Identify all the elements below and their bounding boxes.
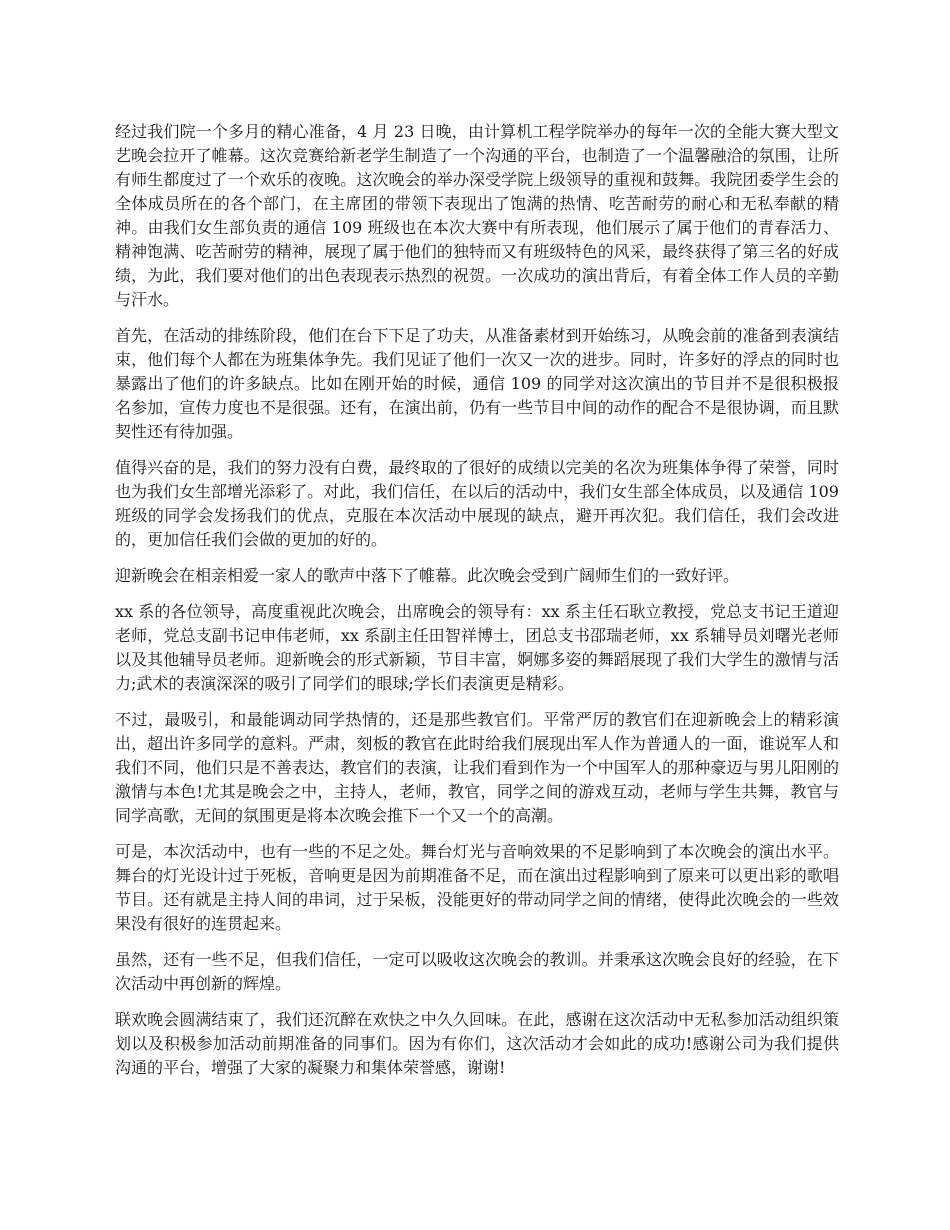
- paragraph-8: 虽然，还有一些不足，但我们信任，一定可以吸收这次晚会的教训。并秉承这次晚会良好的经验，在下次活动中再创新的辉煌。: [115, 950, 839, 993]
- paragraph-5: xx 系的各位领导，高度重视此次晚会，出席晚会的领导有：xx 系主任石耿立教授，党总支书记王道迎老师，党总支副书记申伟老师，xx 系副主任田智祥博士，团总支书邵瑞老师，xx 系辅导员刘曙光老师以及其他辅导员老师。迎新晚会的形式新颖，节目丰富，婀娜多姿的舞蹈展现了我们大学生的激情与活力;武术的表演深深的吸引了同学们的眼球;学长们表演更是精彩。: [115, 602, 839, 693]
- paragraph-1: 经过我们院一个多月的精心准备，4 月 23 日晚，由计算机工程学院举办的每年一次的全能大赛大型文艺晚会拉开了帷幕。这次竞赛给新老学生制造了一个沟通的平台，也制造了一个温馨融洽的氛围，让所有师生都度过了一个欢乐的夜晚。这次晚会的举办深受学院上级领导的重视和鼓舞。我院团委学生会的全体成员所在的各个部门，在主席团的带领下表现出了饱满的热情、吃苦耐劳的耐心和无私奉献的精神。由我们女生部负责的通信 109 班级也在本次大赛中有所表现，他们展示了属于他们的青春活力、精神饱满、吃苦耐劳的精神，展现了属于他们的独特而又有班级特色的风采，最终获得了第三名的好成绩，为此，我们要对他们的出色表现表示热烈的祝贺。一次成功的演出背后，有着全体工作人员的辛勤与汗水。: [115, 122, 839, 309]
- paragraph-4: 迎新晚会在相亲相爱一家人的歌声中落下了帷幕。此次晚会受到广阔师生们的一致好评。: [115, 566, 740, 585]
- paragraph-9: 联欢晚会圆满结束了，我们还沉醉在欢快之中久久回味。在此，感谢在这次活动中无私参加活动组织策划以及积极参加活动前期准备的同事们。因为有你们，这次活动才会如此的成功!感谢公司为我们提供沟通的平台，增强了大家的凝聚力和集体荣誉感，谢谢!: [115, 1010, 839, 1077]
- paragraph-7: 可是，本次活动中，也有一些的不足之处。舞台灯光与音响效果的不足影响到了本次晚会的演出水平。舞台的灯光设计过于死板，音响更是因为前期准备不足，而在演出过程影响到了原来可以更出彩的歌唱节目。还有就是主持人间的串词，过于呆板，没能更好的带动同学之间的情绪，使得此次晚会的一些效果没有很好的连贯起来。: [115, 842, 839, 933]
- document-page: [115, 120, 839, 1092]
- paragraph-3: 值得兴奋的是，我们的努力没有白费，最终取的了很好的成绩以完美的名次为班集体争得了荣誉，同时也为我们女生部增光添彩了。对此，我们信任，在以后的活动中，我们女生部全体成员，以及通信 109 班级的同学会发扬我们的优点，克服在本次活动中展现的缺点，避开再次犯。我们信任，我们会改进的，更加信任我们会做的更加的好的。: [115, 458, 839, 549]
- paragraph-6: 不过，最吸引，和最能调动同学热情的，还是那些教官们。平常严厉的教官们在迎新晚会上的精彩演出，超出许多同学的意料。严肃，刻板的教官在此时给我们展现出军人作为普通人的一面，谁说军人和我们不同，他们只是不善表达，教官们的表演，让我们看到作为一个中国军人的那种豪迈与男儿阳刚的激情与本色!尤其是晚会之中，主持人，老师，教官，同学之间的游戏互动，老师与学生共舞，教官与同学高歌，无间的氛围更是将本次晚会推下一个又一个的高潮。: [115, 710, 839, 825]
- paragraph-2: 首先，在活动的排练阶段，他们在台下下足了功夫，从准备素材到开始练习，从晚会前的准备到表演结束，他们每个人都在为班集体争先。我们见证了他们一次又一次的进步。同时，许多好的浮点的同时也暴露出了他们的许多缺点。比如在刚开始的时候，通信 109 的同学对这次演出的节目并不是很积极报名参加，宣传力度也不是很强。还有，在演出前，仍有一些节目中间的动作的配合不是很协调，而且默契性还有待加强。: [115, 326, 839, 441]
